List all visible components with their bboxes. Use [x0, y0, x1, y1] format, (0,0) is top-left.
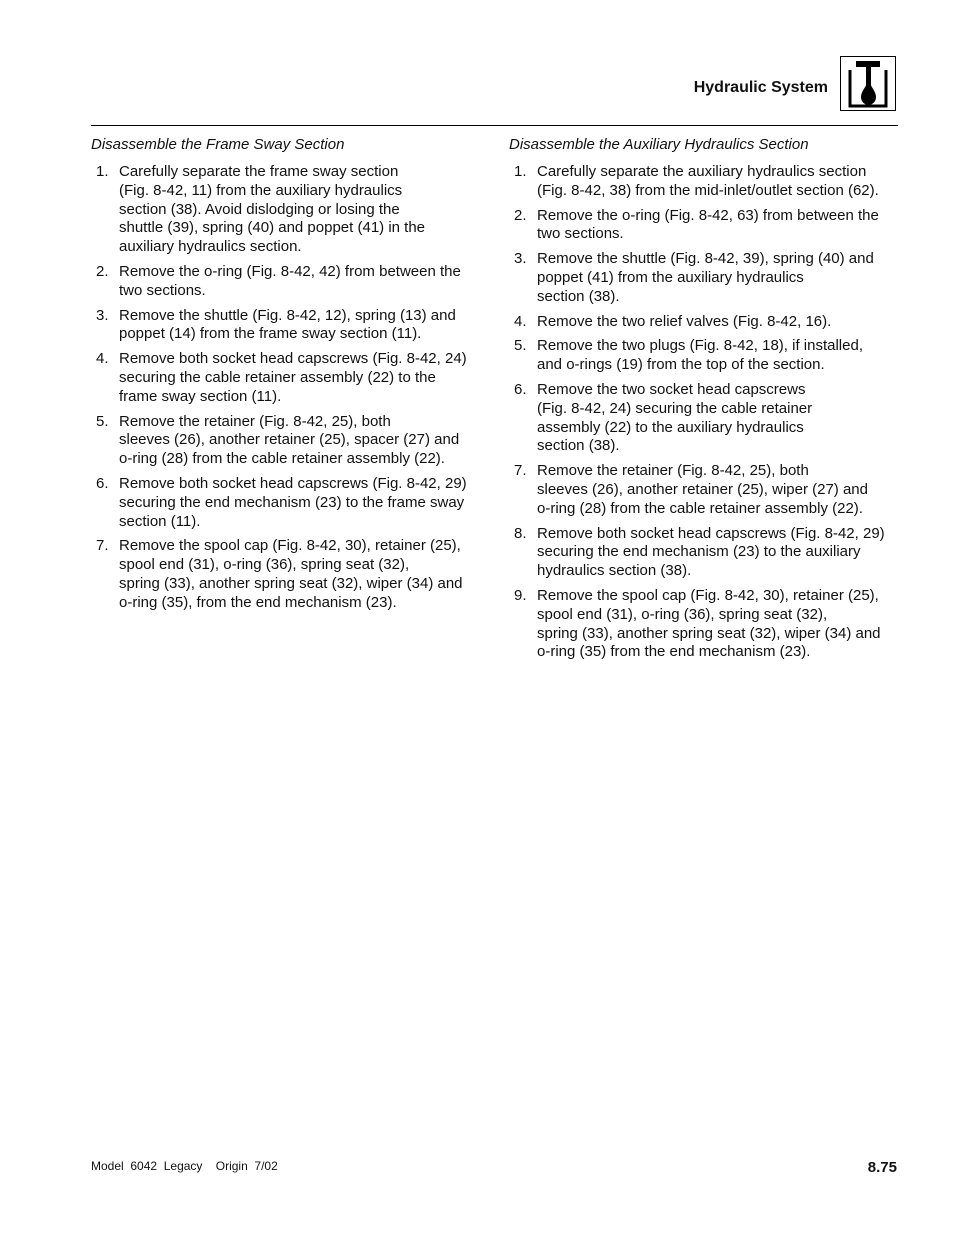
hydraulic-oil-drop-icon: [840, 56, 896, 111]
right-column: [509, 135, 899, 668]
step-number: 2.: [96, 262, 109, 280]
step-text-line: Remove both socket head capscrews (Fig. 8-42, 29): [119, 474, 467, 492]
step-item: [509, 462, 899, 518]
step-item: [91, 307, 481, 345]
section-title: Hydraulic System: [693, 79, 828, 96]
step-text-line: (Fig. 8-42, 24) securing the cable retainer: [537, 399, 813, 417]
step-text-line: Remove the spool cap (Fig. 8-42, 30), retainer (25),: [537, 586, 879, 604]
step-text-line: Remove the retainer (Fig. 8-42, 25), both: [119, 412, 391, 430]
step-item: [509, 250, 899, 306]
right-section-heading: Disassemble the Auxiliary Hydraulics Section: [509, 136, 809, 153]
step-text-line: Remove both socket head capscrews (Fig. 8-42, 29): [537, 524, 885, 542]
right-steps-list: [509, 163, 899, 662]
step-text-line: o-ring (28) from the cable retainer assembly (22).: [119, 450, 445, 468]
step-text-line: Remove the o-ring (Fig. 8-42, 42) from between the: [119, 262, 461, 280]
step-text-line: two sections.: [119, 281, 206, 299]
step-text-line: auxiliary hydraulics section.: [119, 238, 302, 256]
step-text-line: assembly (22) to the auxiliary hydraulics: [537, 418, 804, 436]
step-number: 1.: [514, 163, 527, 180]
step-text-line: o-ring (35), from the end mechanism (23).: [119, 593, 397, 611]
step-item: [91, 537, 481, 612]
step-number: 1.: [96, 163, 109, 180]
step-text-line: section (38).: [537, 287, 620, 305]
step-text-line: Remove the two socket head capscrews: [537, 380, 806, 398]
step-text-line: sleeves (26), another retainer (25), spacer (27) and: [119, 431, 460, 449]
header-divider: [91, 125, 898, 126]
step-item: [509, 313, 899, 332]
step-number: 7.: [96, 537, 109, 555]
left-column: [91, 135, 481, 619]
step-item: [509, 337, 899, 375]
step-item: [91, 163, 481, 257]
step-text-line: section (38). Avoid dislodging or losing the: [119, 200, 400, 218]
step-number: 3.: [96, 306, 109, 324]
step-text-line: frame sway section (11).: [119, 387, 282, 405]
step-number: 4.: [96, 350, 109, 368]
step-text-line: spring (33), another spring seat (32), wiper (34) and: [119, 574, 463, 592]
step-text-line: poppet (41) from the auxiliary hydraulics: [537, 268, 804, 286]
step-number: 2.: [514, 206, 527, 224]
step-text-line: Remove the retainer (Fig. 8-42, 25), both: [537, 462, 809, 480]
step-text-line: o-ring (35) from the end mechanism (23).: [537, 643, 811, 661]
step-item: [91, 350, 481, 406]
step-text-line: spring (33), another spring seat (32), wiper (34) and: [537, 624, 881, 642]
step-number: 3.: [514, 250, 527, 268]
page-number: 8.75: [867, 1159, 897, 1176]
step-number: 4.: [514, 312, 527, 330]
step-text-line: Carefully separate the frame sway section: [119, 163, 399, 180]
step-item: [91, 263, 481, 301]
footer-model-origin: Model 6042 Legacy Origin 7/02: [91, 1159, 278, 1173]
step-text-line: Remove the two relief valves (Fig. 8-42, 16).: [537, 312, 832, 330]
step-text-line: Remove both socket head capscrews (Fig. 8-42, 24): [119, 350, 467, 368]
step-text-line: sleeves (26), another retainer (25), wiper (27) and: [537, 480, 868, 498]
step-text-line: Carefully separate the auxiliary hydraulics section: [537, 163, 867, 180]
step-item: [91, 413, 481, 469]
step-text-line: Remove the spool cap (Fig. 8-42, 30), retainer (25),: [119, 537, 461, 555]
step-text-line: section (11).: [119, 512, 201, 530]
step-number: 6.: [96, 474, 109, 492]
step-item: [509, 381, 899, 456]
step-number: 8.: [514, 524, 527, 542]
step-item: [91, 475, 481, 531]
left-steps-list: [91, 163, 481, 613]
step-text-line: (Fig. 8-42, 11) from the auxiliary hydraulics: [119, 181, 403, 199]
step-text-line: poppet (14) from the frame sway section (11).: [119, 325, 422, 343]
step-text-line: securing the end mechanism (23) to the frame sway: [119, 493, 465, 511]
step-text-line: shuttle (39), spring (40) and poppet (41) in the: [119, 219, 426, 237]
step-text-line: securing the end mechanism (23) to the auxiliary: [537, 543, 861, 561]
step-text-line: and o-rings (19) from the top of the section.: [537, 356, 825, 374]
left-section-heading: Disassemble the Frame Sway Section: [91, 136, 345, 153]
step-text-line: securing the cable retainer assembly (22) to the: [119, 368, 436, 386]
step-text-line: section (38).: [537, 437, 620, 455]
step-item: [509, 587, 899, 662]
step-text-line: o-ring (28) from the cable retainer assembly (22).: [537, 499, 863, 517]
step-item: [509, 207, 899, 245]
step-number: 5.: [96, 412, 109, 430]
step-text-line: Remove the shuttle (Fig. 8-42, 12), spring (13) and: [119, 306, 456, 324]
step-number: 6.: [514, 380, 527, 398]
step-number: 7.: [514, 462, 527, 480]
step-text-line: Remove the two plugs (Fig. 8-42, 18), if installed,: [537, 337, 863, 355]
step-number: 9.: [514, 586, 527, 604]
step-number: 5.: [514, 337, 527, 355]
step-text-line: two sections.: [537, 225, 624, 243]
step-text-line: (Fig. 8-42, 38) from the mid-inlet/outlet section (62).: [537, 181, 879, 199]
step-item: [509, 163, 899, 201]
step-text-line: Remove the shuttle (Fig. 8-42, 39), spring (40) and: [537, 250, 874, 268]
step-text-line: spool end (31), o-ring (36), spring seat (32),: [537, 605, 828, 623]
step-text-line: Remove the o-ring (Fig. 8-42, 63) from between the: [537, 206, 879, 224]
step-text-line: spool end (31), o-ring (36), spring seat (32),: [119, 556, 410, 574]
step-item: [509, 525, 899, 581]
step-text-line: hydraulics section (38).: [537, 562, 692, 580]
